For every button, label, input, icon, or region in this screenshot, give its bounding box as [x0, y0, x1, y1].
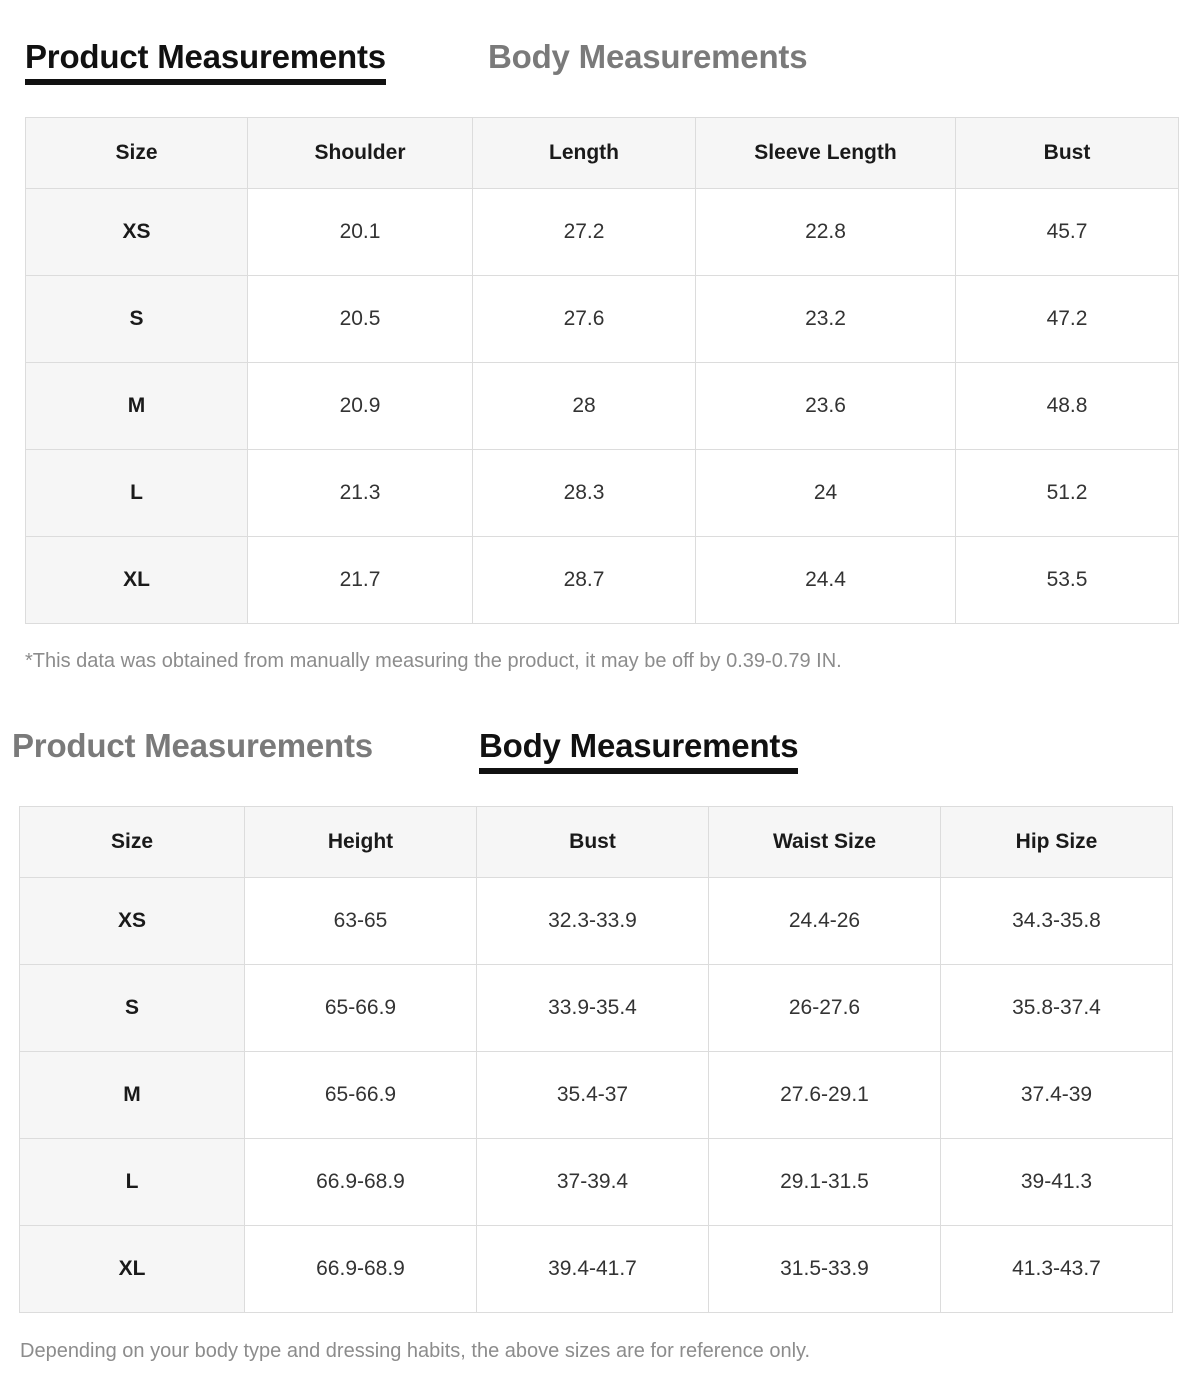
header-bust: Bust	[956, 118, 1179, 189]
table-cell: 35.4-37	[477, 1052, 709, 1139]
table-cell: 45.7	[956, 189, 1179, 276]
header-waist-size: Waist Size	[709, 807, 941, 878]
table-cell: 35.8-37.4	[941, 965, 1173, 1052]
table-cell: 28.7	[473, 537, 696, 624]
table-cell: 24.4-26	[709, 878, 941, 965]
size-cell: XS	[26, 189, 248, 276]
size-cell: M	[26, 363, 248, 450]
tab-product-measurements[interactable]: Product Measurements	[25, 38, 386, 75]
table-header-row	[20, 807, 1173, 878]
table-cell: 48.8	[956, 363, 1179, 450]
header-length: Length	[473, 118, 696, 189]
size-cell: XL	[20, 1226, 245, 1313]
table-cell: 33.9-35.4	[477, 965, 709, 1052]
table-cell: 34.3-35.8	[941, 878, 1173, 965]
table-cell: 21.7	[248, 537, 473, 624]
table-cell: 37-39.4	[477, 1139, 709, 1226]
table-cell: 32.3-33.9	[477, 878, 709, 965]
table-cell: 24	[696, 450, 956, 537]
tab-product-measurements[interactable]: Product Measurements	[12, 727, 373, 764]
tab-body-measurements[interactable]: Body Measurements	[488, 38, 808, 75]
table-cell: 65-66.9	[245, 1052, 477, 1139]
table-row	[26, 189, 1179, 276]
table-cell: 23.2	[696, 276, 956, 363]
header-hip-size: Hip Size	[941, 807, 1173, 878]
size-cell: L	[26, 450, 248, 537]
table-row	[20, 878, 1173, 965]
table-header-row	[26, 118, 1179, 189]
header-sleeve-length: Sleeve Length	[696, 118, 956, 189]
table-row	[20, 1139, 1173, 1226]
table-row	[26, 537, 1179, 624]
table-row	[26, 450, 1179, 537]
table-cell: 28.3	[473, 450, 696, 537]
table-cell: 37.4-39	[941, 1052, 1173, 1139]
body-measurements-panel	[0, 700, 1200, 1400]
table-cell: 31.5-33.9	[709, 1226, 941, 1313]
table-row	[20, 965, 1173, 1052]
header-size: Size	[20, 807, 245, 878]
table-cell: 47.2	[956, 276, 1179, 363]
table-cell: 66.9-68.9	[245, 1139, 477, 1226]
header-bust: Bust	[477, 807, 709, 878]
header-height: Height	[245, 807, 477, 878]
table-cell: 53.5	[956, 537, 1179, 624]
body-measurements-table	[19, 806, 1173, 1313]
table-cell: 24.4	[696, 537, 956, 624]
table-row	[26, 363, 1179, 450]
table-cell: 29.1-31.5	[709, 1139, 941, 1226]
measurement-tabs	[0, 700, 1200, 800]
size-cell: XS	[20, 878, 245, 965]
header-size: Size	[26, 118, 248, 189]
product-measurements-table	[25, 117, 1179, 624]
table-row	[20, 1226, 1173, 1313]
size-cell: M	[20, 1052, 245, 1139]
table-cell: 66.9-68.9	[245, 1226, 477, 1313]
header-shoulder: Shoulder	[248, 118, 473, 189]
size-cell: XL	[26, 537, 248, 624]
table-row	[26, 276, 1179, 363]
measurement-disclaimer: *This data was obtained from manually measuring the product, it may be off by 0.39-0.79 IN.	[25, 650, 842, 672]
table-cell: 20.5	[248, 276, 473, 363]
measurement-tabs	[0, 0, 1200, 100]
table-cell: 65-66.9	[245, 965, 477, 1052]
table-cell: 27.2	[473, 189, 696, 276]
table-cell: 27.6	[473, 276, 696, 363]
table-cell: 51.2	[956, 450, 1179, 537]
size-cell: L	[20, 1139, 245, 1226]
table-cell: 21.3	[248, 450, 473, 537]
table-cell: 39.4-41.7	[477, 1226, 709, 1313]
size-cell: S	[26, 276, 248, 363]
table-cell: 26-27.6	[709, 965, 941, 1052]
table-row	[20, 1052, 1173, 1139]
table-cell: 23.6	[696, 363, 956, 450]
table-cell: 20.9	[248, 363, 473, 450]
table-cell: 27.6-29.1	[709, 1052, 941, 1139]
reference-note: Depending on your body type and dressing habits, the above sizes are for reference only.	[20, 1340, 811, 1362]
tab-body-measurements[interactable]: Body Measurements	[479, 727, 799, 764]
table-cell: 20.1	[248, 189, 473, 276]
table-cell: 22.8	[696, 189, 956, 276]
table-cell: 28	[473, 363, 696, 450]
table-cell: 39-41.3	[941, 1139, 1173, 1226]
table-cell: 63-65	[245, 878, 477, 965]
table-cell: 41.3-43.7	[941, 1226, 1173, 1313]
size-cell: S	[20, 965, 245, 1052]
